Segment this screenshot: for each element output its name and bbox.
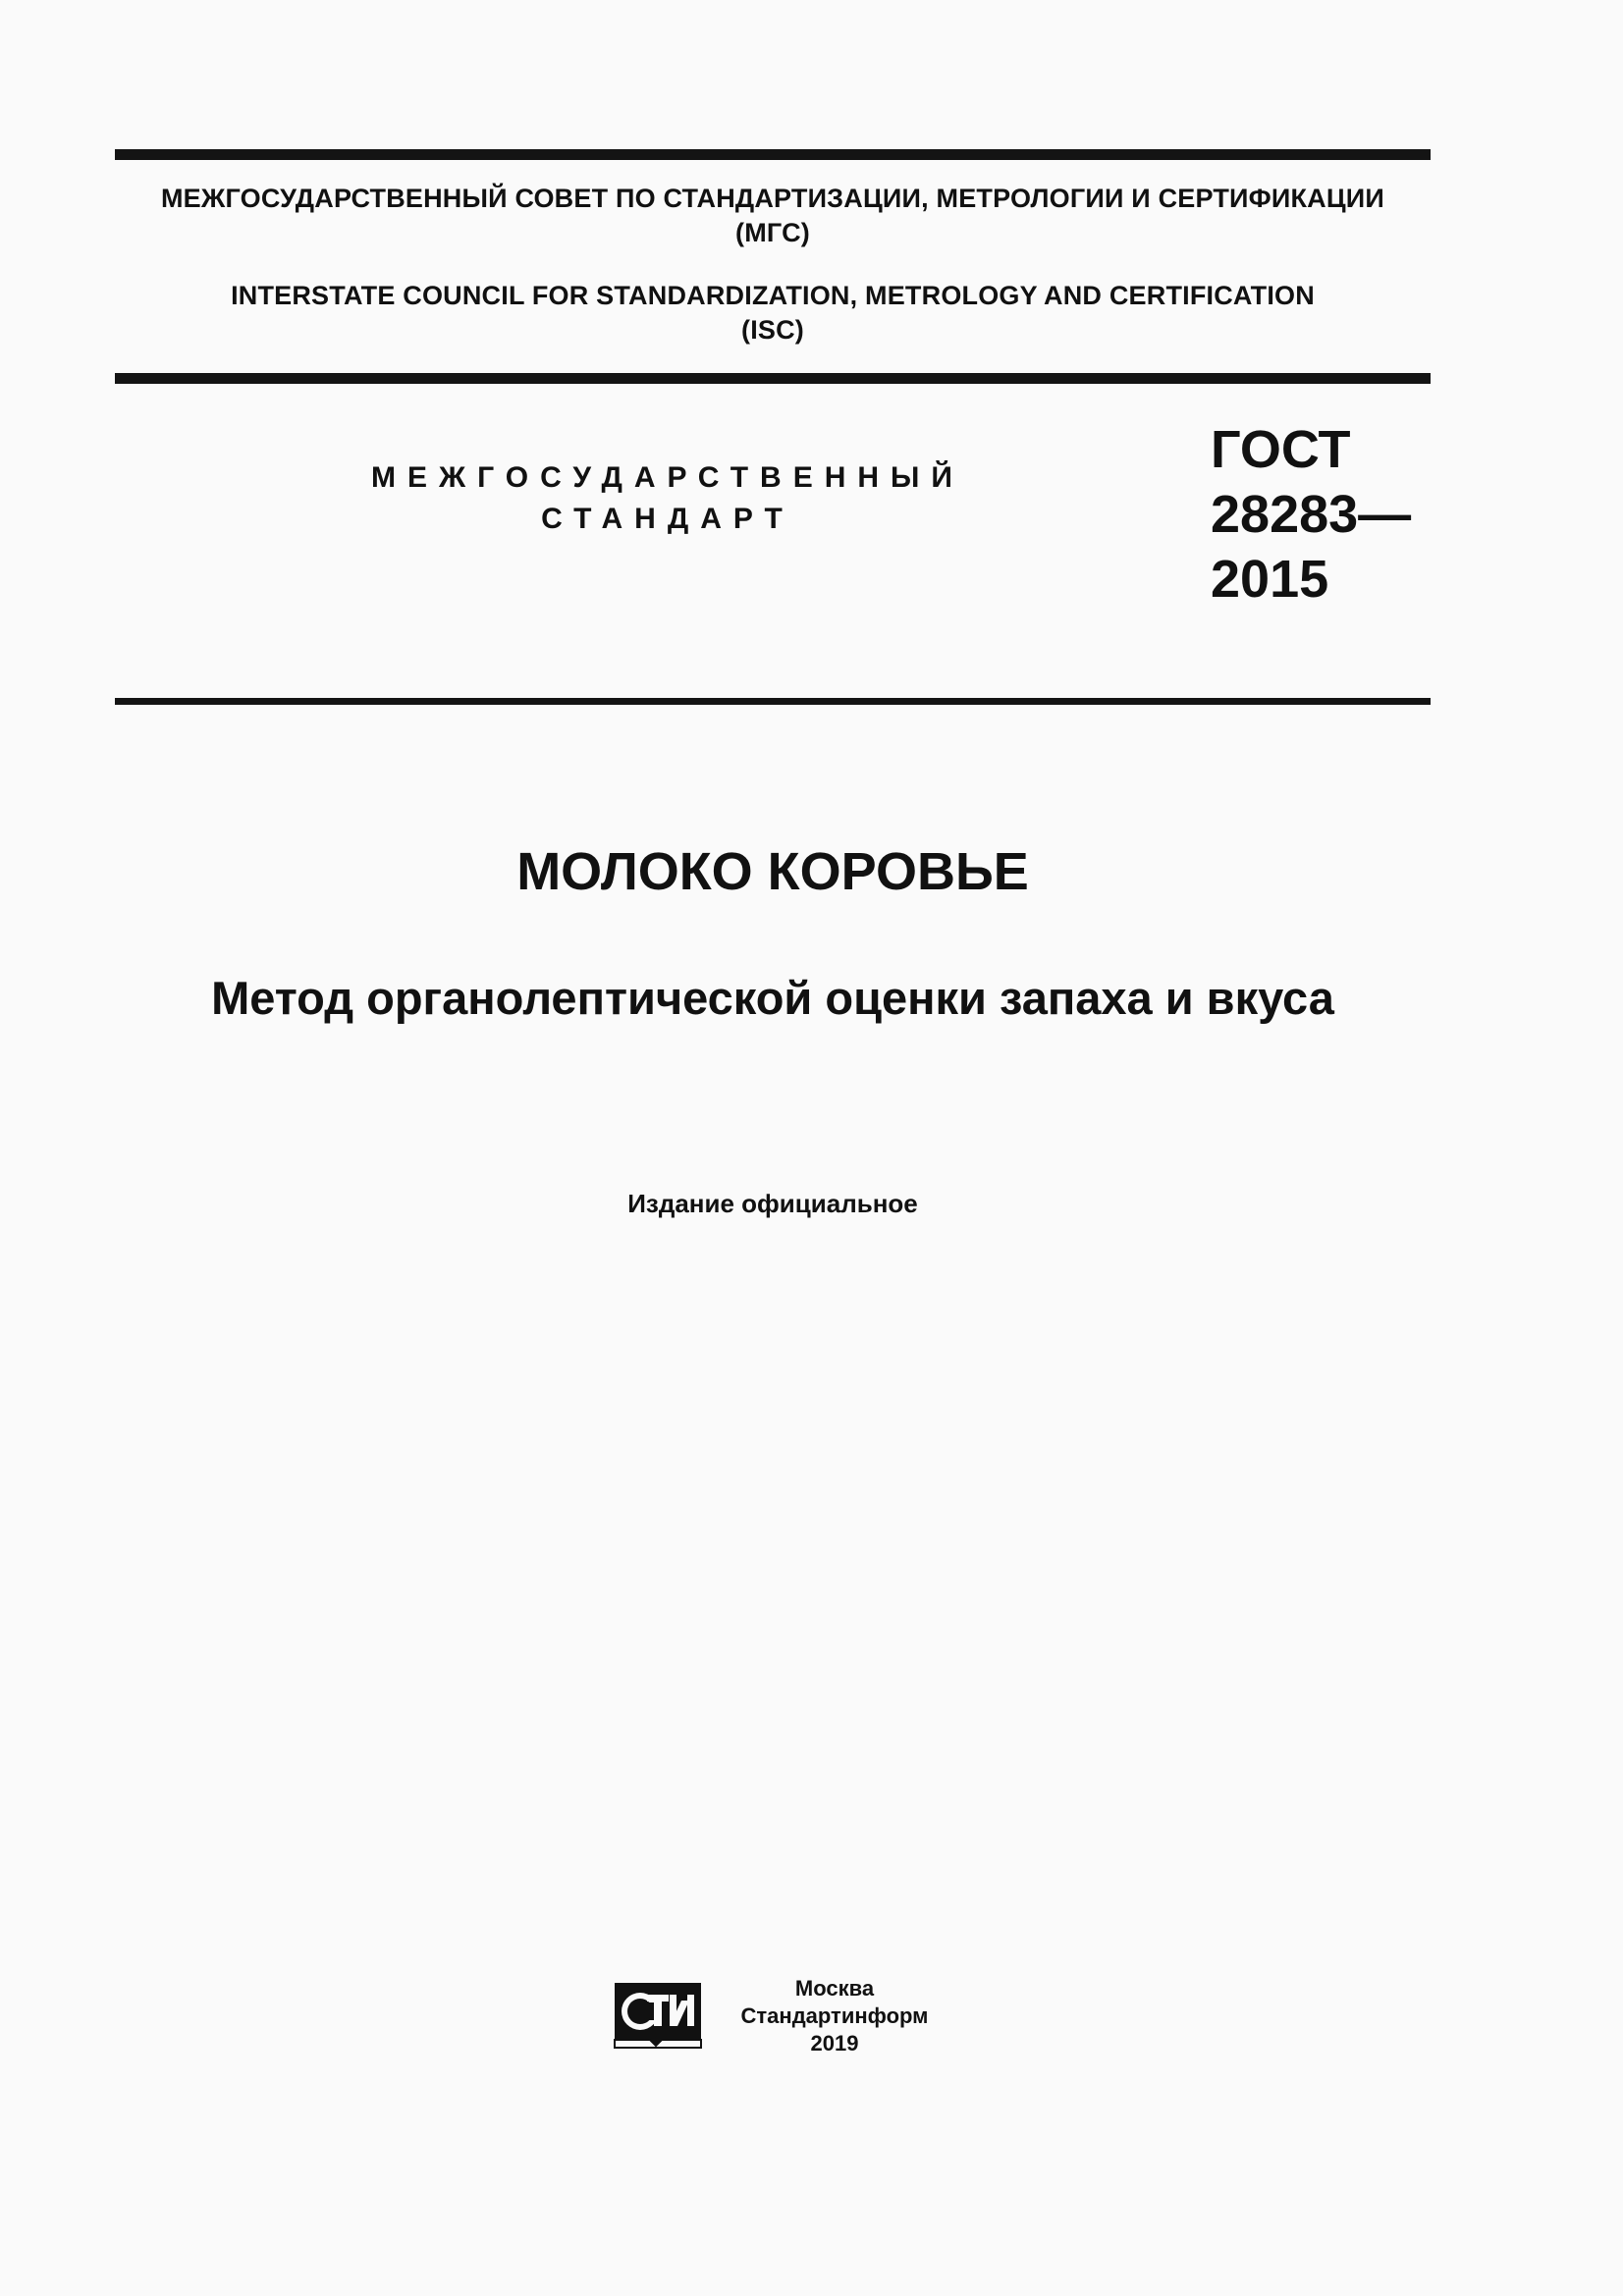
council-abbr-en: (ISC) [741,315,804,345]
publisher-info [707,1975,962,2057]
document-subtitle: Метод органолептической оценки запаха и вкуса [211,972,1334,1024]
publisher-city: Москва [794,1976,875,2001]
publisher-year: 2019 [810,2031,859,2056]
gost-designation [1211,417,1411,612]
gost-label: ГОСТ [1211,420,1351,479]
council-abbr-ru: (МГС) [735,218,810,247]
gost-number: 28283— [1211,485,1412,544]
document-title: МОЛОКО КОРОВЬЕ [516,842,1029,901]
edition-note: Издание официальное [627,1189,918,1218]
council-name-en-line1: INTERSTATE COUNCIL FOR STANDARDIZATION, METROLOGY AND CERTIFICATION [231,281,1315,310]
top-rule [115,149,1431,160]
council-name-ru [115,182,1431,250]
council-name-ru-line1: МЕЖГОСУДАРСТВЕННЫЙ СОВЕТ ПО СТАНДАРТИЗАЦИИ, МЕТРОЛОГИИ И СЕРТИФИКАЦИИ [160,184,1385,213]
standartinform-logo-icon [611,1977,705,2052]
designation-bottom-rule [115,698,1431,705]
standard-type-line1: МЕЖГОСУДАРСТВЕННЫЙ [371,461,964,494]
publisher-name: Стандартинформ [740,2003,929,2028]
council-name-en [115,279,1431,347]
gost-year: 2015 [1211,550,1329,609]
header-bottom-rule [115,373,1431,384]
standard-type-line2: СТАНДАРТ [541,503,794,535]
standard-type [324,457,1011,540]
